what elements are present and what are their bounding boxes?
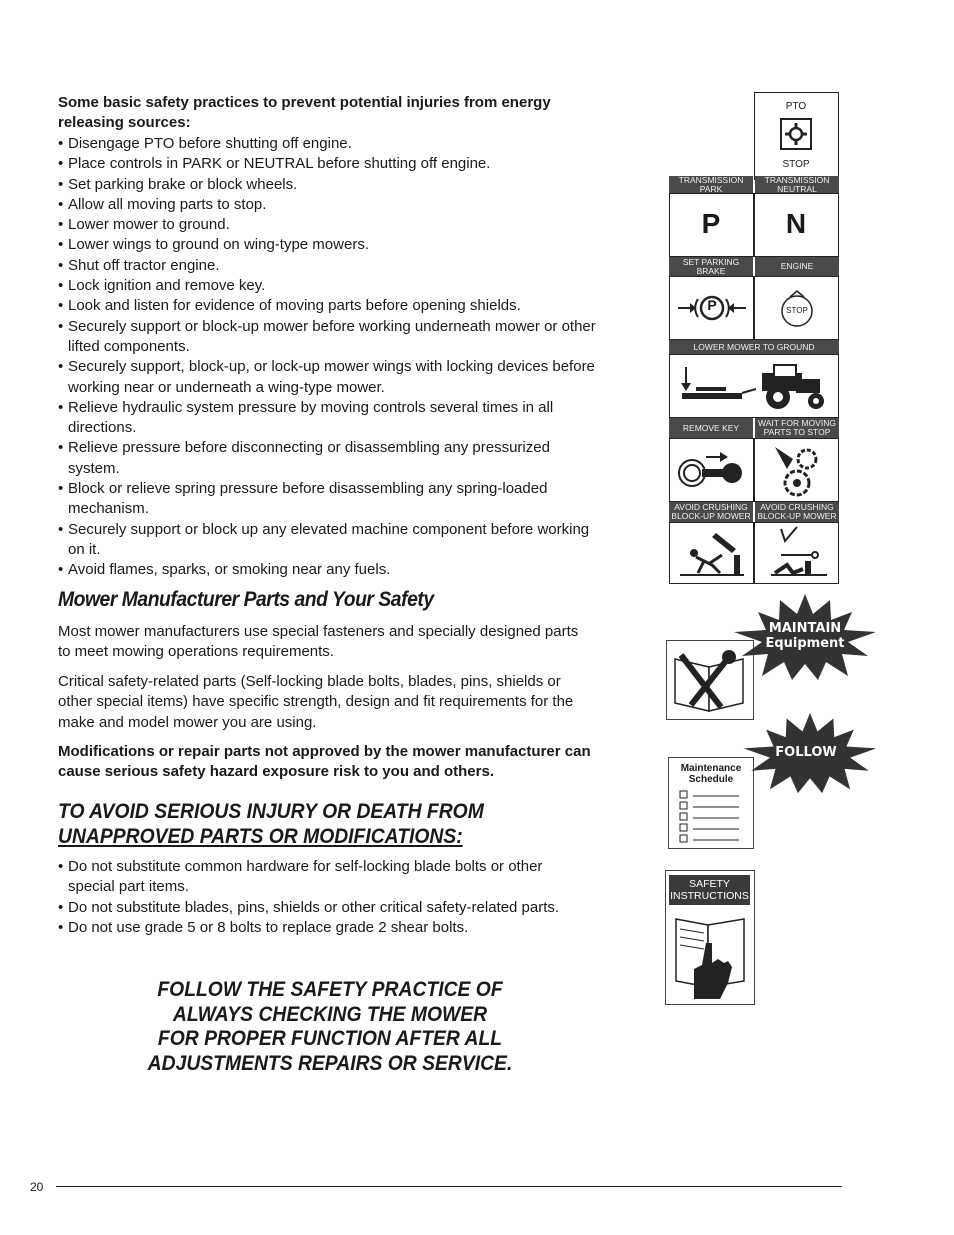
follow-badge-text: FOLLOW bbox=[775, 745, 837, 760]
parts-section-title: Mower Manufacturer Parts and Your Safety bbox=[58, 588, 434, 611]
list-item: • Do not substitute blades, pins, shields or other critical safety-related parts. bbox=[58, 898, 593, 918]
reading-hand-icon bbox=[672, 913, 748, 999]
engine-band: ENGINE bbox=[755, 257, 839, 276]
follow-line-1: FOLLOW THE SAFETY PRACTICE OF bbox=[157, 978, 503, 1001]
block-up-icon bbox=[763, 525, 833, 581]
neutral-cell bbox=[754, 193, 839, 257]
pto-label: PTO bbox=[785, 101, 807, 112]
list-item: • Look and listen for evidence of moving parts before opening shields. bbox=[58, 296, 598, 316]
follow-line-4: ADJUSTMENTS REPAIRS OR SERVICE. bbox=[147, 1051, 513, 1075]
brake-cell bbox=[669, 276, 754, 340]
checklist-icon bbox=[679, 790, 741, 844]
avoid-title-line1: TO AVOID SERIOUS INJURY OR DEATH FROM bbox=[58, 800, 484, 823]
list-item: • Securely support or block up any elevated machine component before working on it. bbox=[58, 520, 598, 561]
safety-instructions-label bbox=[669, 875, 750, 905]
list-item: • Lower wings to ground on wing-type mowers. bbox=[58, 235, 598, 255]
remove-key-band: REMOVE KEY bbox=[669, 418, 753, 438]
page-number: 20 bbox=[30, 1180, 44, 1194]
trans-neutral-band: TRANSMISSION NEUTRAL bbox=[755, 176, 839, 193]
avoid-crushing-band-1: AVOID CRUSHING BLOCK-UP MOWER bbox=[669, 502, 753, 522]
pto-stop-icon bbox=[779, 117, 813, 151]
trans-park-band: TRANSMISSION PARK bbox=[669, 176, 753, 193]
parts-para-1: Most mower manufacturers use special fasteners and specially designed parts to meet mowing operations requirements. bbox=[58, 623, 579, 661]
engine-stop-text: STOP bbox=[786, 306, 808, 315]
parts-para-2: Critical safety-related parts (Self-locking blade bolts, blades, pins, shields or other special items) have specific strength, design and fit requirements for the make and model mower you are using. bbox=[58, 673, 574, 731]
schedule-title-line-2: Schedule bbox=[688, 774, 734, 785]
maintain-badge-text bbox=[760, 621, 850, 651]
wait-moving-band: WAIT FOR MOVING PARTS TO STOP bbox=[755, 418, 839, 438]
list-item: • Shut off tractor engine. bbox=[58, 256, 598, 276]
parking-brake-band: SET PARKING BRAKE bbox=[669, 257, 753, 276]
list-item: • Place controls in PARK or NEUTRAL before shutting off engine. bbox=[58, 154, 598, 174]
park-cell bbox=[669, 193, 754, 257]
list-item: • Securely support or block-up mower before working underneath mower or other lifted components. bbox=[58, 317, 598, 358]
safety-line-2: INSTRUCTIONS bbox=[670, 890, 749, 902]
stop-label: STOP bbox=[782, 159, 810, 170]
p-symbol: P bbox=[707, 297, 717, 313]
safety-line-1: SAFETY bbox=[689, 878, 730, 890]
list-item: • Block or relieve spring pressure before disassembling any spring-loaded mechanism. bbox=[58, 479, 598, 520]
list-item: • Set parking brake or block wheels. bbox=[58, 175, 598, 195]
tractor-icon bbox=[678, 359, 830, 415]
avoid-crushing-band-2: AVOID CRUSHING BLOCK-UP MOWER bbox=[755, 502, 839, 522]
park-letter: P bbox=[701, 208, 721, 239]
follow-practice-block bbox=[137, 978, 523, 1076]
safety-decal bbox=[669, 92, 839, 584]
neutral-letter: N bbox=[785, 208, 807, 239]
wait-moving-cell bbox=[754, 438, 839, 502]
list-item: • Disengage PTO before shutting off engine. bbox=[58, 134, 598, 154]
crushing-cell-1 bbox=[669, 522, 754, 584]
key-icon bbox=[676, 447, 748, 495]
maintain-line-1: MAINTAIN bbox=[768, 621, 842, 636]
safety-instructions-card bbox=[665, 870, 755, 1005]
footer-rule bbox=[56, 1186, 842, 1187]
energy-heading: Some basic safety practices to prevent potential injuries from energy releasing sources: bbox=[58, 94, 551, 131]
engine-cell bbox=[754, 276, 839, 340]
avoid-title-line2: UNAPPROVED PARTS OR MODIFICATIONS: bbox=[58, 825, 463, 848]
follow-line-2: ALWAYS CHECKING THE MOWER bbox=[172, 1002, 488, 1026]
list-item: • Lock ignition and remove key. bbox=[58, 276, 598, 296]
schedule-title-line-1: Maintenance bbox=[680, 763, 742, 774]
list-item: • Lower mower to ground. bbox=[58, 215, 598, 235]
pto-cell bbox=[754, 92, 839, 180]
crushing-cell-2 bbox=[754, 522, 839, 584]
lower-mower-band: LOWER MOWER TO GROUND bbox=[669, 340, 839, 354]
remove-key-cell bbox=[669, 438, 754, 502]
lower-mower-cell bbox=[669, 354, 839, 418]
parts-warning: Modifications or repair parts not approved by the mower manufacturer can cause serious safety hazard exposure risk to you and others. bbox=[58, 743, 591, 781]
list-item: • Do not use grade 5 or 8 bolts to replace grade 2 shear bolts. bbox=[58, 918, 593, 938]
list-item: • Avoid flames, sparks, or smoking near any fuels. bbox=[58, 560, 598, 580]
list-item: • Allow all moving parts to stop. bbox=[58, 195, 598, 215]
energy-list bbox=[58, 134, 598, 581]
follow-line-3: FOR PROPER FUNCTION AFTER ALL bbox=[157, 1027, 503, 1050]
list-item: • Relieve hydraulic system pressure by moving controls several times in all directions. bbox=[58, 398, 598, 439]
maintain-line-2: Equipment bbox=[765, 636, 845, 651]
list-item: • Do not substitute common hardware for self-locking blade bolts or other special part items. bbox=[58, 857, 593, 898]
avoid-list bbox=[58, 857, 593, 938]
list-item: • Securely support, block-up, or lock-up mower wings with locking devices before working near or underneath a wing-type mower. bbox=[58, 357, 598, 398]
list-item: • Relieve pressure before disconnecting or disassembling any pressurized system. bbox=[58, 438, 598, 479]
moving-parts-icon bbox=[771, 443, 823, 499]
crushing-person-icon bbox=[676, 525, 748, 581]
